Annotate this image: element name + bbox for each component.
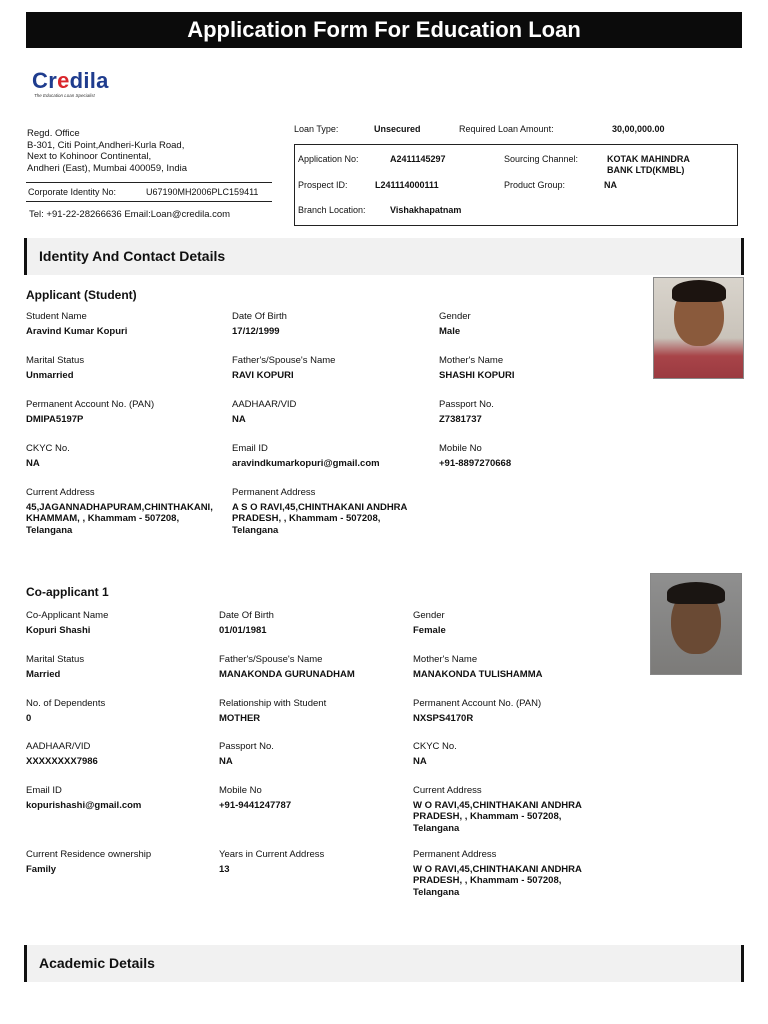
field-value: NA xyxy=(232,413,246,425)
field-value: Unmarried xyxy=(26,369,74,381)
field-label: Relationship with Student xyxy=(219,698,327,709)
field-value: MANAKONDA GURUNADHAM xyxy=(219,668,355,680)
field-label: Marital Status xyxy=(26,355,85,366)
field-value: NXSPS4170R xyxy=(413,712,474,724)
cin-label: Corporate Identity No: xyxy=(28,187,117,197)
field-value: 17/12/1999 xyxy=(232,325,280,337)
field-value: +91-8897270668 xyxy=(439,457,512,469)
field-value: 0 xyxy=(26,712,32,724)
student-name-field xyxy=(26,311,127,337)
student-current-address-field xyxy=(26,487,213,536)
application-no-label: Application No: xyxy=(298,154,359,164)
field-value: Aravind Kumar Kopuri xyxy=(26,325,128,337)
field-value: Male xyxy=(439,325,461,337)
field-label: Marital Status xyxy=(26,654,85,665)
field-label: Current Address xyxy=(26,487,95,498)
student-pan-field xyxy=(26,399,154,425)
field-value: +91-9441247787 xyxy=(219,799,292,811)
co-dependents-field xyxy=(26,698,105,724)
co-dob-field xyxy=(219,610,274,636)
sourcing-channel-value-2: BANK LTD(KMBL) xyxy=(607,165,685,175)
loan-type-label: Loan Type: xyxy=(294,124,339,134)
address-line: Telangana xyxy=(26,524,73,536)
field-value: Family xyxy=(26,863,57,875)
contact-info: Tel: +91-22-28266636 Email:Loan@credila.com xyxy=(29,209,231,220)
field-label: Years in Current Address xyxy=(219,849,325,860)
field-label: CKYC No. xyxy=(26,443,70,454)
field-label: Permanent Account No. (PAN) xyxy=(413,698,542,709)
prospect-id-value: L241114000111 xyxy=(375,180,439,190)
field-value: 13 xyxy=(219,863,230,875)
loan-type-value: Unsecured xyxy=(374,124,421,134)
co-residence-ownership-field xyxy=(26,849,151,875)
field-value: NA xyxy=(219,755,233,767)
logo-wordmark xyxy=(32,70,109,92)
field-value: MOTHER xyxy=(219,712,261,724)
address-line: Telangana xyxy=(413,822,460,834)
address-line: PRADESH, , Khammam - 507208, xyxy=(413,875,562,886)
address-line: KHAMMAM, , Khammam - 507208, xyxy=(26,513,180,524)
office-line: Andheri (East), Mumbai 400059, India xyxy=(27,162,188,174)
field-label: Passport No. xyxy=(439,399,494,410)
office-line: Regd. Office xyxy=(27,128,80,139)
field-value: RAVI KOPURI xyxy=(232,369,294,381)
application-no-value: A2411145297 xyxy=(390,154,446,164)
field-value: XXXXXXXX7986 xyxy=(26,755,98,767)
field-label: Email ID xyxy=(26,785,62,796)
field-label: CKYC No. xyxy=(413,741,457,752)
field-label: Student Name xyxy=(26,311,87,322)
student-photo xyxy=(653,277,744,379)
office-line: Next to Kohinoor Continental, xyxy=(27,151,152,162)
form-title: Application Form For Education Loan xyxy=(26,12,742,48)
co-father-field xyxy=(219,654,355,680)
student-aadhaar-field xyxy=(232,399,296,425)
academic-section-header: Academic Details xyxy=(24,945,744,982)
co-ckyc-field xyxy=(413,741,457,767)
field-value: 01/01/1981 xyxy=(219,624,267,636)
co-applicant-photo xyxy=(650,573,742,675)
address-line: W O RAVI,45,CHINTHAKANI ANDHRA xyxy=(413,799,582,811)
field-label: Current Address xyxy=(413,785,482,796)
co-email-field xyxy=(26,785,141,811)
address-line: 45,JAGANNADHAPURAM,CHINTHAKANI, xyxy=(26,501,213,513)
field-label: Father's/Spouse's Name xyxy=(219,654,323,665)
co-current-address-field xyxy=(413,785,582,834)
co-relationship-field xyxy=(219,698,326,724)
logo-part2: dila xyxy=(69,68,109,93)
cin-value: U67190MH2006PLC159411 xyxy=(146,187,259,197)
sourcing-channel-label: Sourcing Channel: xyxy=(504,154,579,164)
co-marital-field xyxy=(26,654,84,680)
student-mother-field xyxy=(439,355,514,381)
student-gender-field xyxy=(439,311,471,337)
identity-section-header: Identity And Contact Details xyxy=(24,238,744,275)
field-label: Permanent Address xyxy=(232,487,316,498)
product-group-label: Product Group: xyxy=(504,180,566,190)
branch-location-label: Branch Location: xyxy=(298,205,366,215)
prospect-id-label: Prospect ID: xyxy=(298,180,348,190)
sourcing-channel-value: KOTAK MAHINDRA xyxy=(607,154,690,164)
credila-logo xyxy=(32,70,109,98)
address-line: Telangana xyxy=(413,886,460,898)
field-label: AADHAAR/VID xyxy=(232,399,297,410)
field-value: kopurishashi@gmail.com xyxy=(26,799,142,811)
field-value: SHASHI KOPURI xyxy=(439,369,515,381)
address-line: Telangana xyxy=(232,524,279,536)
applicant-heading: Applicant (Student) xyxy=(26,288,137,302)
student-mobile-field xyxy=(439,443,511,469)
co-years-address-field xyxy=(219,849,324,875)
field-label: Father's/Spouse's Name xyxy=(232,355,336,366)
logo-accent: e xyxy=(57,68,70,93)
field-label: Date Of Birth xyxy=(219,610,274,621)
student-passport-field xyxy=(439,399,494,425)
co-name-field xyxy=(26,610,108,636)
registered-office xyxy=(27,128,187,174)
corporate-identity-row xyxy=(26,182,272,202)
student-permanent-address-field xyxy=(232,487,407,536)
address-line: A S O RAVI,45,CHINTHAKANI ANDHRA xyxy=(232,501,408,513)
co-mobile-field xyxy=(219,785,291,811)
field-value: DMIPA5197P xyxy=(26,413,84,425)
co-pan-field xyxy=(413,698,541,724)
field-label: Permanent Account No. (PAN) xyxy=(26,399,155,410)
field-label: Current Residence ownership xyxy=(26,849,152,860)
field-label: No. of Dependents xyxy=(26,698,106,709)
logo-tagline: The Education Loan Specialist xyxy=(34,93,95,98)
address-line: W O RAVI,45,CHINTHAKANI ANDHRA xyxy=(413,863,582,875)
student-marital-field xyxy=(26,355,84,381)
field-label: Permanent Address xyxy=(413,849,497,860)
field-label: Gender xyxy=(413,610,445,621)
field-label: AADHAAR/VID xyxy=(26,741,91,752)
loan-amount-value: 30,00,000.00 xyxy=(612,124,665,134)
student-dob-field xyxy=(232,311,287,337)
field-value: NA xyxy=(413,755,427,767)
branch-location-value: Vishakhapatnam xyxy=(390,205,462,215)
field-value: NA xyxy=(26,457,40,469)
field-label: Email ID xyxy=(232,443,268,454)
field-value: Z7381737 xyxy=(439,413,482,425)
field-label: Date Of Birth xyxy=(232,311,287,322)
student-email-field xyxy=(232,443,380,469)
loan-amount-label: Required Loan Amount: xyxy=(459,124,554,134)
co-applicant-heading: Co-applicant 1 xyxy=(26,585,109,599)
co-aadhaar-field xyxy=(26,741,98,767)
field-label: Co-Applicant Name xyxy=(26,610,109,621)
co-permanent-address-field xyxy=(413,849,582,898)
field-value: Kopuri Shashi xyxy=(26,624,91,636)
field-label: Gender xyxy=(439,311,471,322)
field-value: MANAKONDA TULISHAMMA xyxy=(413,668,543,680)
address-line: PRADESH, , Khammam - 507208, xyxy=(413,811,562,822)
field-label: Mobile No xyxy=(219,785,262,796)
co-gender-field xyxy=(413,610,446,636)
application-info-box xyxy=(294,144,738,226)
co-passport-field xyxy=(219,741,274,767)
field-label: Mother's Name xyxy=(439,355,504,366)
co-mother-field xyxy=(413,654,542,680)
office-line: B-301, Citi Point,Andheri-Kurla Road, xyxy=(27,139,185,151)
field-value: Female xyxy=(413,624,446,636)
field-label: Passport No. xyxy=(219,741,274,752)
student-ckyc-field xyxy=(26,443,70,469)
address-line: PRADESH, , Khammam - 507208, xyxy=(232,513,381,524)
student-father-field xyxy=(232,355,335,381)
field-label: Mobile No xyxy=(439,443,482,454)
product-group-value: NA xyxy=(604,180,617,190)
field-value: Married xyxy=(26,668,61,680)
field-value: aravindkumarkopuri@gmail.com xyxy=(232,457,380,469)
field-label: Mother's Name xyxy=(413,654,478,665)
logo-part1: Cr xyxy=(32,68,58,93)
